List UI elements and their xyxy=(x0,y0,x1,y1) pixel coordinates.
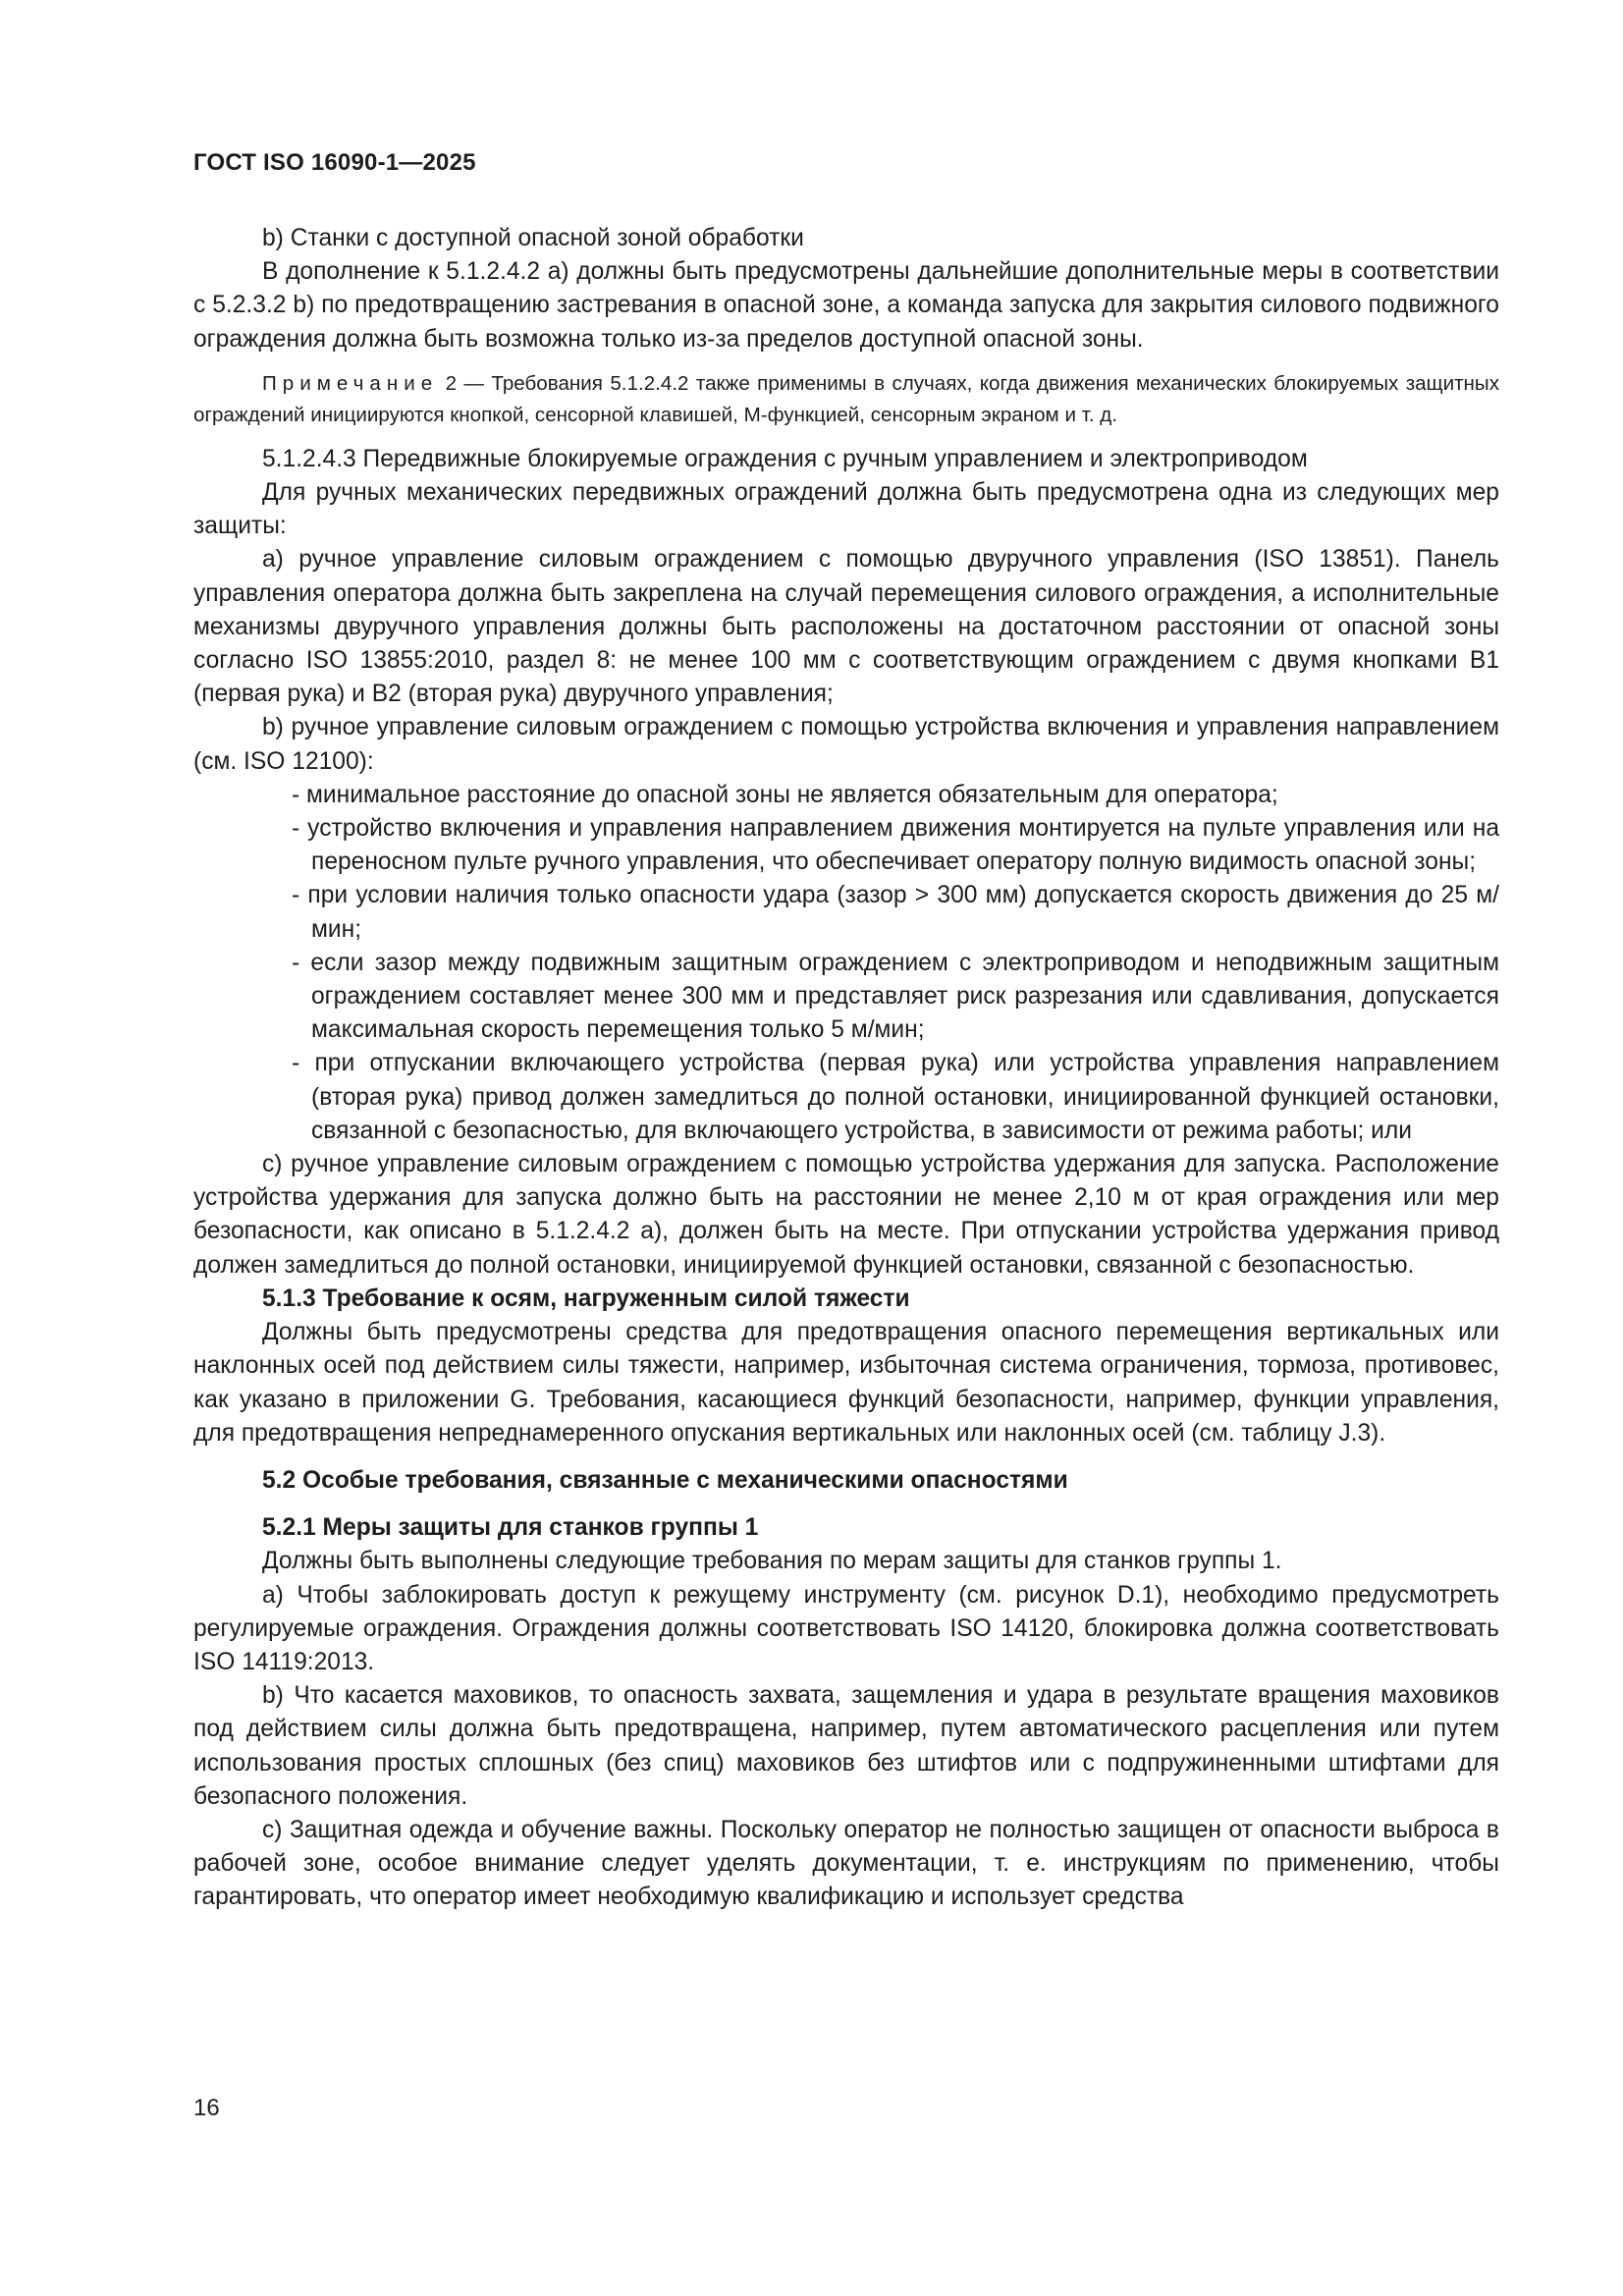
note-label: Примечание xyxy=(262,371,439,395)
paragraph-5-2-1-intro: Должны быть выполнены следующие требования по мерам защиты для станков группы 1. xyxy=(262,1548,1282,1575)
heading-5-2: 5.2 Особые требования, связанные с механическими опасностями xyxy=(262,1466,1068,1494)
dash-item: - при условии наличия только опасности удара (зазор > 300 мм) допускается скорость движения до 25 м/мин; xyxy=(292,882,1499,943)
paragraph-5-2-1-a: а) Чтобы заблокировать доступ к режущему инструменту (см. рисунок D.1), необходимо предусмотреть регулируемые ограждения. Ограждения должны соответствовать ISO 14120, блокировка должна соответствовать ISO 14119:2013. xyxy=(193,1581,1499,1675)
heading-5-1-3: 5.1.3 Требование к осям, нагруженным силой тяжести xyxy=(262,1285,910,1312)
paragraph-b-title: b) Станки с доступной опасной зоной обработки xyxy=(262,225,804,251)
page-number: 16 xyxy=(193,2095,220,2121)
paragraph-b-text: В дополнение к 5.1.2.4.2 а) должны быть предусмотрены дальнейшие дополнительные меры в соответствии с 5.2.3.2 b) по предотвращению застревания в опасной зоне, а команда запуска для закрытия силового подвижного ограждения должна быть возможна только из-за пределов доступной опасной зоны. xyxy=(193,258,1499,353)
item-a-two-hand-control: а) ручное управление силовым ограждением с помощью двуручного управления (ISO 13851). Панель управления оператора должна быть закреплена на случай перемещения силового ограждения, а исполнительные механизмы двуручного управления должны быть расположены на достаточном расстоянии от опасной зоны согласно ISO 13855:2010, раздел 8: не менее 100 мм с соответствующим ограждением с двумя кнопками В1 (первая рука) и В2 (вторая рука) двуручного управления; xyxy=(193,546,1499,708)
paragraph-5-2-1-c: с) Защитная одежда и обучение важны. Поскольку оператор не полностью защищен от опасности выброса в рабочей зоне, особое внимание следует уделять документации, т. е. инструкциям по применению, чтобы гарантировать, что оператор имеет необходимую квалификацию и использует средства xyxy=(193,1816,1499,1911)
spacer xyxy=(193,1450,1499,1464)
spacer xyxy=(193,1498,1499,1511)
paragraph-5-2-1-b: b) Что касается маховиков, то опасность захвата, защемления и удара в результате вращения маховиков под действием силы должна быть предотвращена, например, путем автоматического расцепления или путем использования простых сплошных (без спиц) маховиков без штифтов или с подпружиненными штифтами для безопасного положения. xyxy=(193,1682,1499,1810)
heading-5-2-1: 5.2.1 Меры защиты для станков группы 1 xyxy=(262,1514,759,1542)
standard-header: ГОСТ ISO 16090-1—2025 xyxy=(193,149,476,176)
page-body xyxy=(193,222,1499,1915)
dash-item: - если зазор между подвижным защитным ограждением с электроприводом и неподвижным защитным ограждением составляет менее 300 мм и представляет риск разрезания или сдавливания, допускается максимальная скорость перемещения только 5 м/мин; xyxy=(292,949,1499,1044)
dash-item: - при отпускании включающего устройства (первая рука) или устройства управления направлением (вторая рука) привод должен замедлиться до полной остановки, инициированной функцией остановки, связанной с безопасностью, для включающего устройства, в зависимости от режима работы; или xyxy=(292,1050,1499,1144)
clause-5-1-2-4-3-title: 5.1.2.4.3 Передвижные блокируемые ограждения с ручным управлением и электроприводом xyxy=(262,445,1308,472)
note-text: 2 — Требования 5.1.2.4.2 также применимы в случаях, когда движения механических блокируемых защитных ограждений инициируются кнопкой, сенсорной клавишей, М-функцией, сенсорным экраном и т. д. xyxy=(193,371,1499,426)
item-b-enabling-device: b) ручное управление силовым ограждением с помощью устройства включения и управления направлением (см. ISO 12100): xyxy=(193,714,1499,775)
paragraph-5-1-3: Должны быть предусмотрены средства для предотвращения опасного перемещения вертикальных или наклонных осей под действием силы тяжести, например, избыточная система ограничения, тормоза, противовес, как указано в приложении G. Требования, касающиеся функций безопасности, например, функции управления, для предотвращения непреднамеренного опускания вертикальных или наклонных осей (см. таблицу J.3). xyxy=(193,1319,1499,1447)
dash-item: - устройство включения и управления направлением движения монтируется на пульте управления или на переносном пульте ручного управления, что обеспечивает оператору полную видимость опасной зоны; xyxy=(292,815,1499,876)
note-2 xyxy=(193,368,1499,431)
item-c-hold-to-run: с) ручное управление силовым ограждением с помощью устройства удержания для запуска. Расположение устройства удержания для запуска должно быть на расстоянии не менее 2,10 м от края ограждения или мер безопасности, как описано в 5.1.2.4.2 а), должен быть на месте. При отпускании устройства удержания привод должен замедлиться до полной остановки, инициируемой функцией остановки, связанной с безопасностью. xyxy=(193,1151,1499,1279)
clause-5-1-2-4-3-intro: Для ручных механических передвижных ограждений должна быть предусмотрена одна из следующих мер защиты: xyxy=(193,479,1499,540)
dash-item: - минимальное расстояние до опасной зоны не является обязательным для оператора; xyxy=(292,781,1278,808)
